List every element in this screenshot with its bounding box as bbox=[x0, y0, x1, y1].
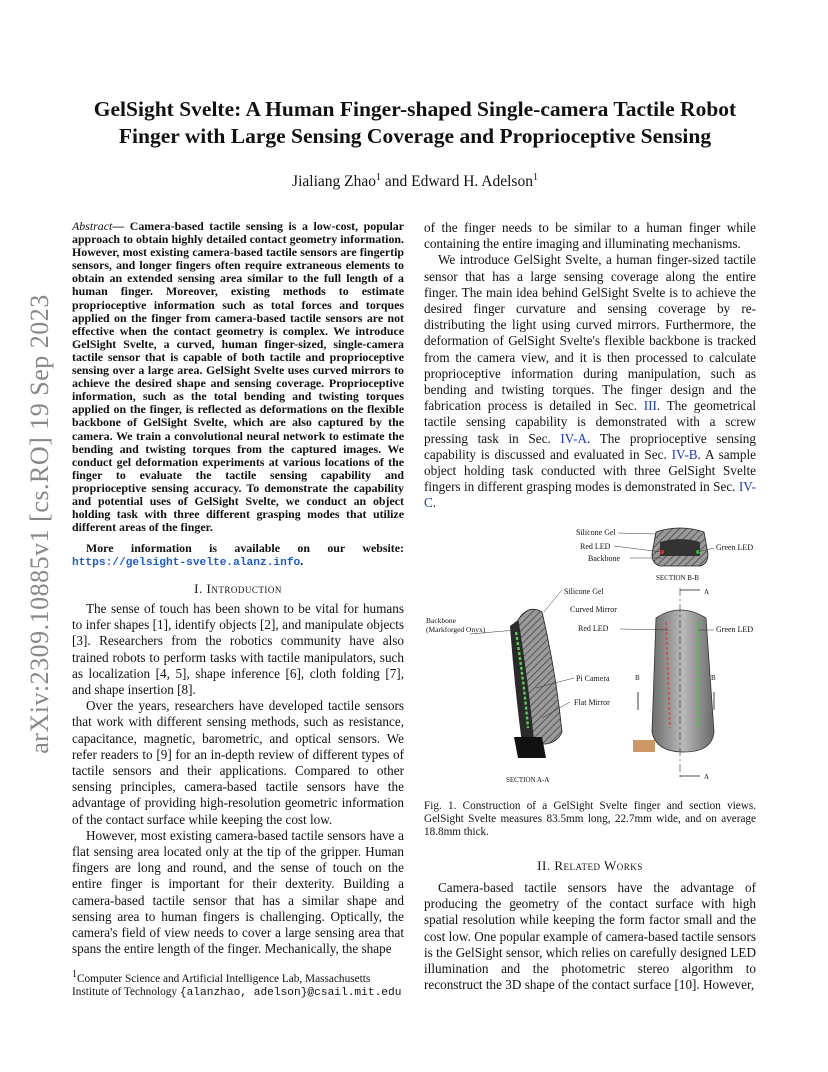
section-bb-view bbox=[652, 528, 708, 566]
section-aa-view bbox=[510, 609, 562, 758]
label-b-right: B bbox=[711, 674, 716, 682]
label-silicone-gel: Silicone Gel bbox=[564, 587, 604, 596]
label-green-led-top: Green LED bbox=[716, 543, 754, 552]
label-silicone-gel-top: Silicone Gel bbox=[576, 528, 616, 537]
label-backbone: Backbone bbox=[426, 616, 456, 625]
label-a-bottom: A bbox=[704, 773, 710, 781]
section-heading-introduction: I. Introduction bbox=[194, 581, 282, 596]
label-backbone-material: (Markforged Onyx) bbox=[426, 625, 486, 634]
label-a-top: A bbox=[704, 588, 710, 596]
author-emails: {alanzhao, adelson}@csail.mit.edu bbox=[179, 986, 402, 999]
figure-caption: Fig. 1. Construction of a GelSight Svelte finger and section views. GelSight Svelte measures 83.5mm long, 22.7mm wide, and on average 18.8mm thick. bbox=[424, 800, 756, 839]
arxiv-stamp: arXiv:2309.10885v1 [cs.RO] 19 Sep 2023 bbox=[25, 294, 54, 754]
intro-paragraph: of the finger needs to be similar to a human finger while containing the entire imaging and illuminating mechanisms. bbox=[424, 220, 756, 252]
label-backbone-top: Backbone bbox=[588, 554, 620, 563]
label-red-led: Red LED bbox=[578, 624, 609, 633]
label-curved-mirror: Curved Mirror bbox=[570, 605, 617, 614]
intro-paragraph: We introduce GelSight Svelte, a human finger-sized tactile sensor that has a large sensing coverage along the entire finger. The main idea behind GelSight Svelte is to achieve the desired finger curvature and sensing coverage by re-distributing the light using curved mirrors. Furthermore, the deformation of GelSight Svelte's flexible backbone is tracked from the camera view, and it is then processed to calculate proprioceptive information during manipulation, such as bending and twisting torques. The finger design and the fabrication process is detailed in Sec. III. The geometrical tactile sensing capability is demonstrated with a screw pressing task in Sec. IV-A. The proprioceptive sensing capability is discussed and evaluated in Sec. IV-B. A sample object holding task conducted with three GelSight Svelte fingers in different grasping modes is demonstrated in Sec. IV-C. bbox=[424, 252, 756, 511]
label-red-led-top: Red LED bbox=[580, 542, 611, 551]
abstract-label: Abstract bbox=[72, 219, 113, 233]
section-ref-link[interactable]: IV-A bbox=[560, 430, 588, 446]
footnote: $^1$Computer Science and Artificial Intelligence Lab, Massachusetts Institute of Technology {alanzhao, adelson}@csail.mit.edu bbox=[72, 969, 402, 999]
label-pi-camera: Pi Camera bbox=[576, 674, 610, 683]
abstract bbox=[72, 220, 404, 534]
related-works-body bbox=[424, 880, 756, 993]
section-heading-related-works: II. Related Works bbox=[537, 858, 643, 873]
introduction-body bbox=[72, 601, 404, 957]
section-ref-link[interactable]: III bbox=[643, 398, 657, 414]
title-line-1: GelSight Svelte: A Human Finger-shaped Single-camera Tactile Robot bbox=[93, 97, 737, 121]
label-b-left: B bbox=[635, 674, 640, 682]
label-green-led: Green LED bbox=[716, 625, 754, 634]
figure-finger-construction bbox=[424, 522, 764, 792]
front-view bbox=[633, 610, 714, 752]
paper-title bbox=[60, 96, 770, 150]
intro-paragraph: The sense of touch has been shown to be vital for humans to infer shapes [1], identify objects [2], and manipulate objects [3]. Researchers from the robotics community have also trained robots to perform tasks with tactile manipulators, such as localization [4, 5], shape inference [6], cloth folding [7], and shape insertion [8]. bbox=[72, 601, 404, 698]
intro-paragraph: However, most existing camera-based tactile sensors have a flat sensing area located only at the tip of the gripper. Human fingers are long and round, and the sense of touch on the entire finger is important for their dexterity. Building a camera-based tactile sensor that has a similar shape and sensing area to human fingers is challenging. Optically, the camera's field of view needs to cover a large sensing area that spans the entire length of the finger. Mechanically, the shape bbox=[72, 827, 404, 957]
authors: Jialiang Zhao$^1$ and Edward H. Adelson$^1$ bbox=[292, 172, 538, 191]
section-ref-link[interactable]: IV-C bbox=[424, 479, 756, 511]
abstract-text: — Camera-based tactile sensing is a low-cost, popular approach to obtain highly detailed contact geometry information. However, most existing camera-based tactile sensors are fingertip sensors, and longer fingers often require extraneous elements to obtain an extended sensing area similar to the full length of a human finger. Moreover, existing methods to estimate proprioceptive information such as total forces and torques applied on the finger from camera-based tactile sensors are not effective when the contact geometry is complex. We introduce GelSight Svelte, a curved, human finger-sized, single-camera tactile sensor that is capable of both tactile and proprioceptive sensing over a large area. GelSight Svelte uses curved mirrors to achieve the desired shape and sensing coverage. Proprioceptive information, such as the total bending and twisting torques applied on the finger, is reflected as deformations on the flexible backbone of GelSight Svelte, which are also captured by the camera. We train a convolutional neural network to estimate the bending and twisting torques from the captured images. We conduct gel deformation experiments at various locations of the finger to evaluate the tactile sensing capability and proprioceptive sensing accuracy. To demonstrate the capability and potential uses of GelSight Svelte, we conduct an object holding task with three different grasping modes that utilize different areas of the finger. bbox=[72, 219, 404, 535]
title-line-2: Finger with Large Sensing Coverage and Proprioceptive Sensing bbox=[118, 124, 712, 148]
label-section-aa: SECTION A-A bbox=[506, 776, 550, 784]
label-section-bb: SECTION B-B bbox=[656, 574, 699, 582]
website-link[interactable]: https://gelsight-svelte.alanz.info bbox=[72, 557, 301, 570]
right-column-intro bbox=[424, 220, 756, 512]
related-paragraph: Camera-based tactile sensors have the advantage of producing the geometry of the contact surface with high spatial resolution while keeping the form factor small and the cost low. One popular example of camera-based tactile sensors is the GelSight sensor, which relies on carefully designed LED illumination and the photometric stereo algorithm to reconstruct the 3D shape of the contact surface [10]. However, bbox=[424, 880, 756, 993]
website-note: More information is available on our website: https://gelsight-svelte.alanz.info. bbox=[72, 541, 404, 570]
section-ref-link[interactable]: IV-B bbox=[671, 446, 698, 462]
label-flat-mirror: Flat Mirror bbox=[574, 698, 610, 707]
intro-paragraph: Over the years, researchers have developed tactile sensors that work with different sensing methods, such as resistance, capacitance, magnetic, barometric, and optical sensors. We refer readers to [9] for an in-depth review of different types of tactile sensors and their applications. Compared to other sensing principles, camera-based tactile sensors have the advantage of providing high-resolution geometric information of the contact surface while keeping the cost low. bbox=[72, 698, 404, 827]
